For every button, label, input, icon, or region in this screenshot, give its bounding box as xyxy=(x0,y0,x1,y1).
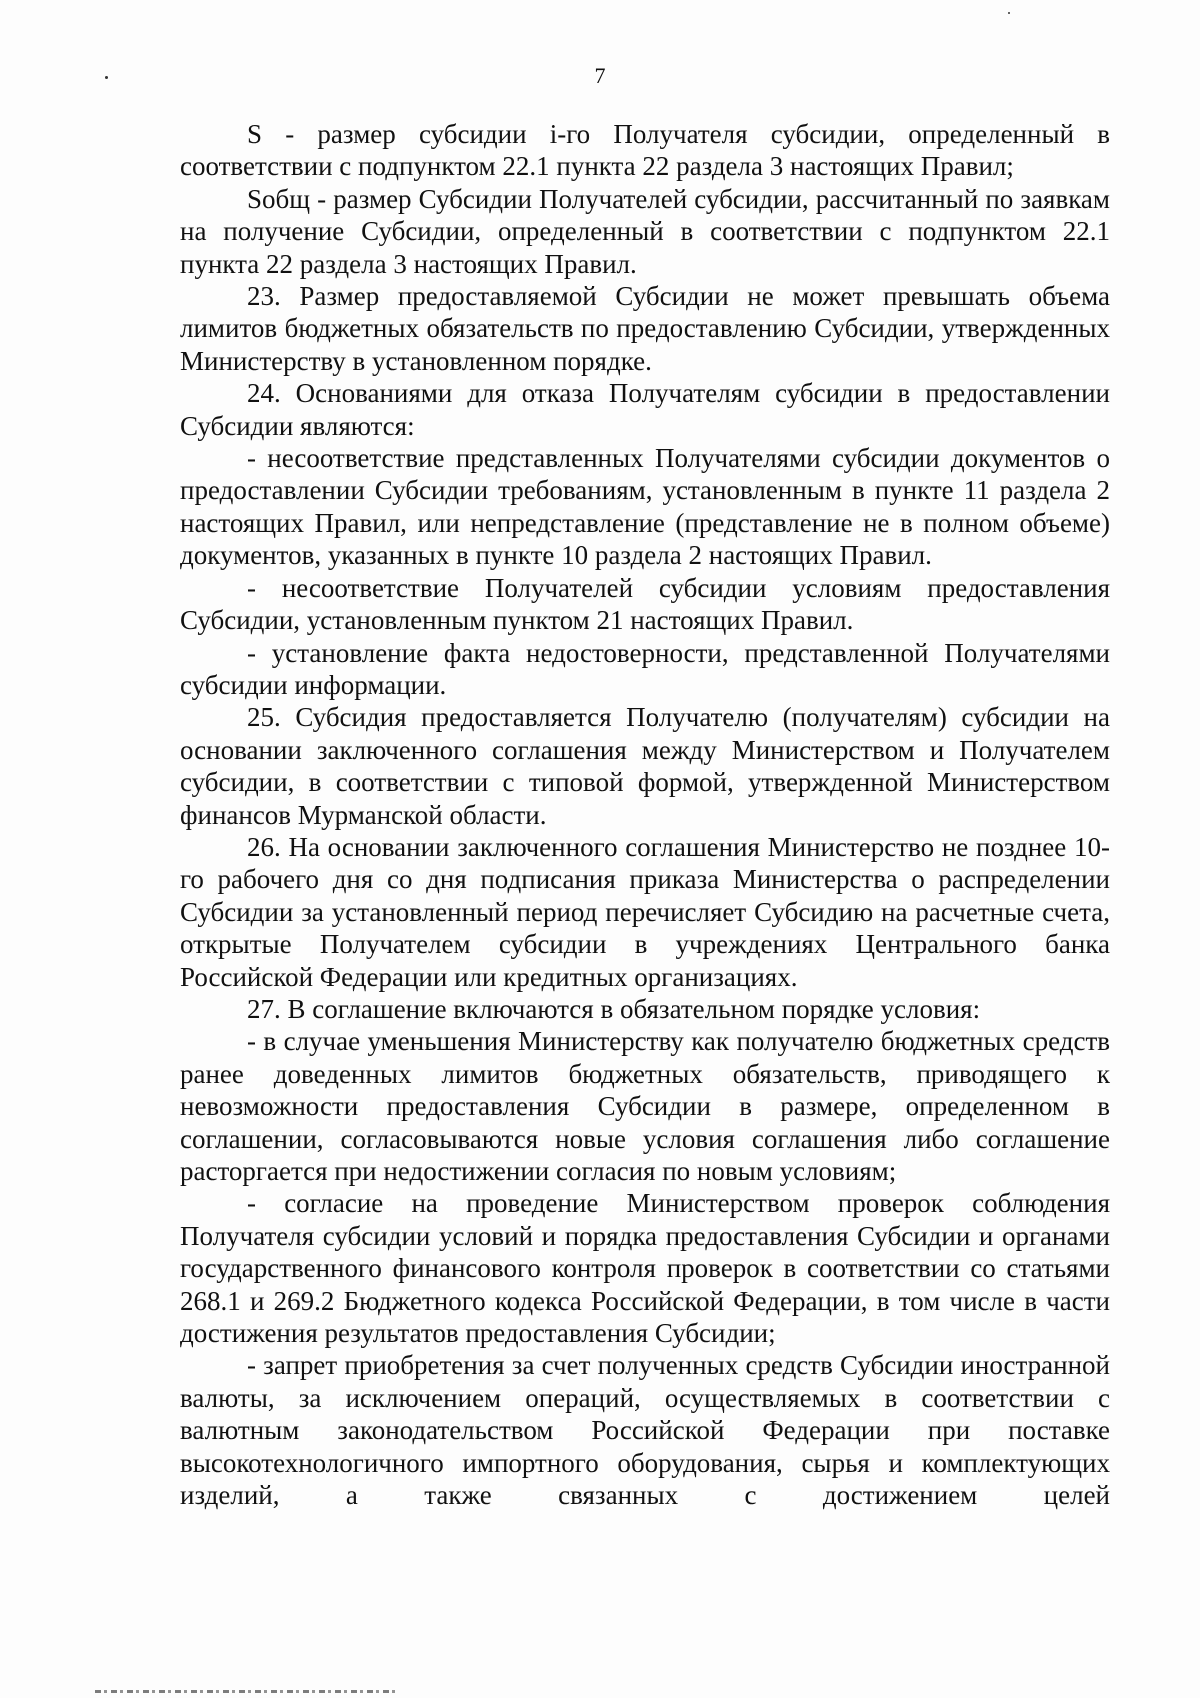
page-number: 7 xyxy=(594,63,606,88)
paragraph-27-item-1: - в случае уменьшения Министерству как получателю бюджетных средств ранее доведенных лимитов бюджетных обязательств, приводящего к невозможности предоставления Субсидии в размере, определенном в соглашении, согласовываются новые условия соглашения либо соглашение расторгается при недостижении согласия по новым условиям; xyxy=(180,1026,1110,1186)
document-body xyxy=(180,118,1110,1511)
paragraph-24-item-2: - несоответствие Получателей субсидии условиям предоставления Субсидии, установленным пунктом 21 настоящих Правил. xyxy=(180,572,1110,636)
scan-speck xyxy=(1008,12,1010,14)
paragraph-27-item-2: - согласие на проведение Министерством проверок соблюдения Получателя субсидии условий и порядка предоставления Субсидии и органами государственного финансового контроля проверок в соответствии со статьями 268.1 и 269.2 Бюджетного кодекса Российской Федерации, в том числе в части достижения результатов предоставления Субсидии; xyxy=(180,1188,1110,1349)
paragraph-s-total-definition: Sобщ - размер Субсидии Получателей субсидии, рассчитанный по заявкам на получение Субсидии, определенный в соответствии с подпунктом 22.1 пункта 22 раздела 3 настоящих Правил. xyxy=(180,183,1110,279)
paragraph-24-item-1: - несоответствие представленных Получателями субсидии документов о предоставлении Субсидии требованиям, установленным в пункте 11 раздела 2 настоящих Правил, или непредставление (представление не в полном объеме) документов, указанных в пункте 10 раздела 2 настоящих Правил. xyxy=(180,443,1110,571)
scan-artifact xyxy=(95,1690,395,1693)
paragraph-24: 24. Основаниями для отказа Получателям субсидии в предоставлении Субсидии являются: xyxy=(180,378,1110,441)
paragraph-24-item-3: - установление факта недостоверности, представленной Получателями субсидии информации. xyxy=(180,637,1110,700)
paragraph-23: 23. Размер предоставляемой Субсидии не может превышать объема лимитов бюджетных обязательств по предоставлению Субсидии, утвержденных Министерству в установленном порядке. xyxy=(180,281,1110,376)
paragraph-27-item-3: - запрет приобретения за счет полученных средств Субсидии иностранной валюты, за исключением операций, осуществляемых в соответствии с валютным законодательством Российской Федерации при поставке высокотехнологичного импортного оборудования, сырья и комплектующих изделий, а также связанных с достижением целей xyxy=(180,1350,1110,1511)
paragraph-s-definition: S - размер субсидии i-го Получателя субсидии, определенный в соответствии с подпунктом 22.1 пункта 22 раздела 3 настоящих Правил; xyxy=(180,119,1110,182)
paragraph-26: 26. На основании заключенного соглашения Министерство не позднее 10-го рабочего дня со дня подписания приказа Министерства о распределении Субсидии за установленный период перечисляет Субсидию на расчетные счета, открытые Получателем субсидии в учреждениях Центрального банка Российской Федерации или кредитных организациях. xyxy=(180,831,1110,992)
paragraph-25: 25. Субсидия предоставляется Получателю (получателям) субсидии на основании заключенного соглашения между Министерством и Получателем субсидии, в соответствии с типовой формой, утвержденной Министерством финансов Мурманской области. xyxy=(180,702,1110,830)
paragraph-27: 27. В соглашение включаются в обязательном порядке условия: xyxy=(247,993,981,1024)
